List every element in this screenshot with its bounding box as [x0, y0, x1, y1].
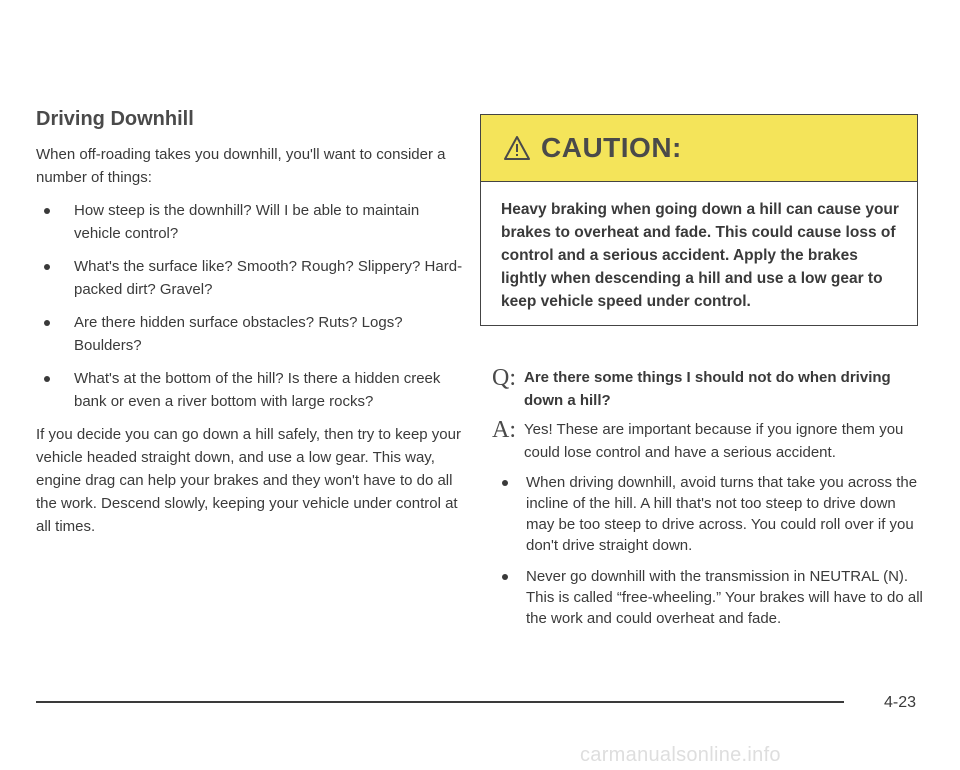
bullet-icon [44, 264, 50, 270]
list-item: Never go downhill with the transmission in NEUTRAL (N). This is called “free-wheeling.” Your brakes will have to do all the work and could overheat and fade. [492, 566, 926, 629]
question-marker: Q: [492, 365, 516, 391]
list-item: When driving downhill, avoid turns that take you across the incline of the hill. A hill that's not too steep to drive down may be too steep to drive across. You could roll over if you don't drive straight down. [492, 472, 926, 556]
bullet-icon [44, 208, 50, 214]
section-heading: Driving Downhill [36, 108, 194, 130]
caution-text: Heavy braking when going down a hill can cause your brakes to overheat and fade. This could cause loss of control and a serious accident. Apply the brakes lightly when descending a hill and use a low gear to keep vehicle speed under control. [501, 201, 899, 310]
question-row [492, 366, 922, 412]
bullet-icon [502, 574, 508, 580]
caution-box [480, 114, 918, 326]
consideration-list [36, 199, 466, 413]
warning-triangle-icon [503, 135, 531, 161]
caution-header [481, 115, 917, 182]
bullet-icon [502, 480, 508, 486]
watermark: carmanualsonline.info [580, 744, 781, 766]
intro-paragraph: When off-roading takes you downhill, you'll want to consider a number of things: [36, 146, 446, 186]
list-item: What's at the bottom of the hill? Is there a hidden creek bank or even a river bottom with large rocks? [36, 367, 466, 413]
answer-list [492, 472, 922, 629]
question-answer [492, 366, 922, 639]
answer-row [492, 418, 922, 464]
question-text: Are there some things I should not do when driving down a hill? [524, 369, 891, 409]
caution-title: CAUTION: [541, 132, 682, 163]
footer-rule [36, 701, 844, 703]
closing-paragraph: If you decide you can go down a hill safely, then try to keep your vehicle headed straight down, and use a low gear. This way, engine drag can help your brakes and they won't have to do all the work. Descend slowly, keeping your vehicle under control at all times. [36, 426, 461, 535]
left-column [36, 108, 466, 548]
list-item: Are there hidden surface obstacles? Ruts? Logs? Boulders? [36, 311, 466, 357]
bullet-icon [44, 376, 50, 382]
list-item: What's the surface like? Smooth? Rough? Slippery? Hard-packed dirt? Gravel? [36, 255, 466, 301]
answer-marker: A: [492, 417, 516, 443]
bullet-icon [44, 320, 50, 326]
page-number: 4-23 [884, 694, 917, 711]
list-item: How steep is the downhill? Will I be able to maintain vehicle control? [36, 199, 466, 245]
answer-text: Yes! These are important because if you ignore them you could lose control and have a serious accident. [524, 421, 904, 461]
